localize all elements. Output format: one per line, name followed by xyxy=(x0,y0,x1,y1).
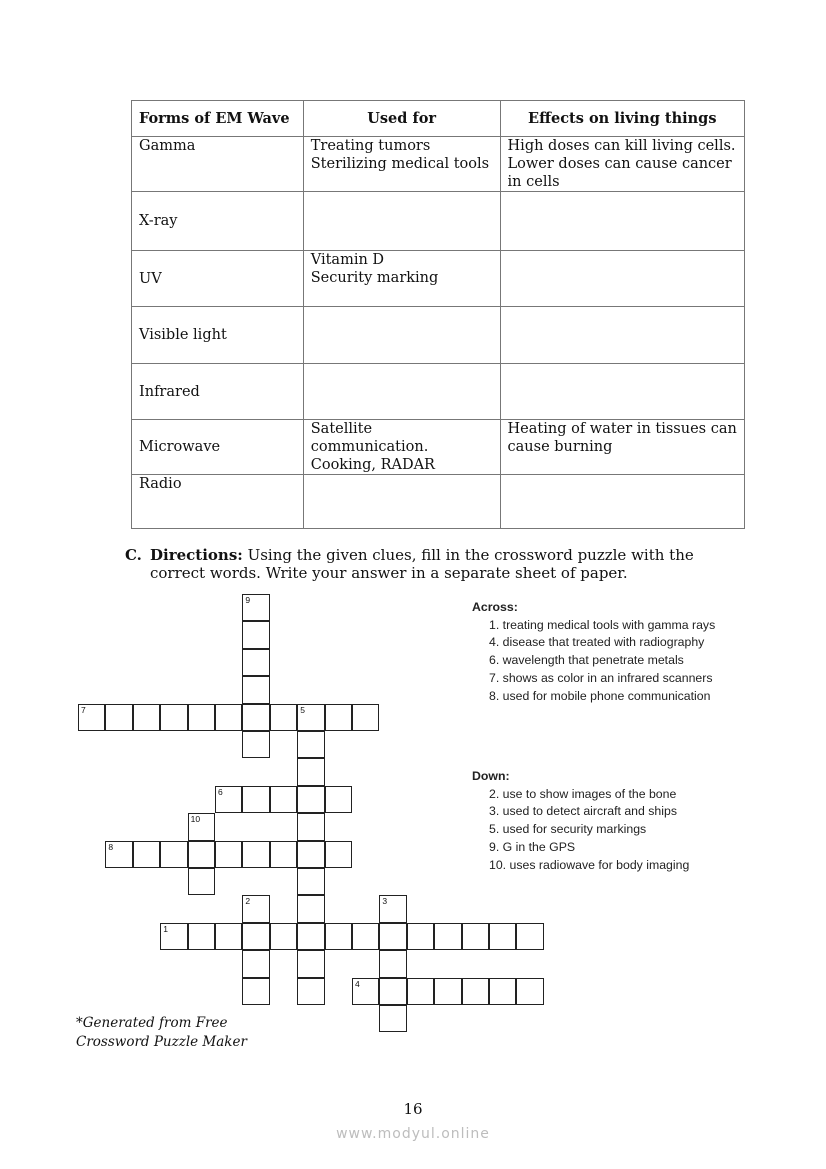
crossword-cell xyxy=(242,704,269,731)
across-title: Across: xyxy=(472,600,518,614)
header-effects: Effects on living things xyxy=(500,101,744,137)
cell-form: Radio xyxy=(132,475,304,529)
crossword-cell xyxy=(188,813,215,840)
crossword-cell xyxy=(242,978,269,1005)
crossword-cell xyxy=(133,841,160,868)
cell-form: Visible light xyxy=(132,307,304,364)
crossword-cell xyxy=(407,978,434,1005)
crossword-cell xyxy=(352,923,379,950)
crossword-cell xyxy=(352,704,379,731)
across-clues xyxy=(472,599,715,705)
crossword-cell xyxy=(297,758,324,785)
cell-form: Microwave xyxy=(132,420,304,475)
clue-down-2: 2. use to show images of the bone xyxy=(489,786,677,801)
crossword-cell xyxy=(242,895,269,922)
clue-down-5: 5. used for security markings xyxy=(489,822,647,837)
cell-used-for: Vitamin D Security marking xyxy=(303,251,500,307)
clue-down-10: 10. uses radiowave for body imaging xyxy=(489,857,690,872)
crossword-cell xyxy=(297,704,324,731)
crossword-cell xyxy=(78,704,105,731)
crossword-cell xyxy=(215,923,242,950)
crossword-clue-number: 3 xyxy=(382,896,388,907)
crossword-cell xyxy=(188,841,215,868)
cell-form: Gamma xyxy=(132,137,304,192)
crossword-clue-number: 8 xyxy=(108,841,114,852)
crossword-cell xyxy=(379,923,406,950)
crossword-cell xyxy=(325,786,352,813)
clue-across-1: 1. treating medical tools with gamma rays xyxy=(489,617,716,632)
crossword-clue-number: 5 xyxy=(300,704,305,715)
crossword-cell xyxy=(242,594,269,621)
crossword-clue-number: 6 xyxy=(218,786,223,797)
crossword-cell xyxy=(242,841,269,868)
crossword-cell xyxy=(270,841,297,868)
crossword-cell xyxy=(133,704,160,731)
crossword-cell xyxy=(379,978,406,1005)
crossword-cell xyxy=(379,1005,406,1032)
crossword-cell xyxy=(434,923,461,950)
crossword-cell xyxy=(242,731,269,758)
crossword-cell xyxy=(462,978,489,1005)
section-label: C. xyxy=(125,546,142,564)
crossword-cell xyxy=(242,676,269,703)
crossword-cell xyxy=(297,786,324,813)
watermark: www.modyul.online xyxy=(336,1126,490,1142)
header-used-for: Used for xyxy=(303,101,500,137)
crossword-cell xyxy=(297,731,324,758)
cell-form: UV xyxy=(132,251,304,307)
crossword-clue-number: 10 xyxy=(190,814,201,825)
crossword-clue-number: 4 xyxy=(355,978,360,989)
crossword-cell xyxy=(462,923,489,950)
crossword-cell xyxy=(160,704,187,731)
crossword-cell xyxy=(242,950,269,977)
crossword-cell xyxy=(489,923,516,950)
cell-form: X-ray xyxy=(132,192,304,251)
credit-line-2: Crossword Puzzle Maker xyxy=(76,1034,247,1050)
clue-down-3: 3. used to detect aircraft and ships xyxy=(489,804,677,819)
crossword-cell xyxy=(215,704,242,731)
crossword-cell xyxy=(489,978,516,1005)
credit-line-1: *Generated from Free xyxy=(76,1015,228,1031)
clue-down-9: 9. G in the GPS xyxy=(489,839,576,854)
crossword-cell xyxy=(188,868,215,895)
cell-form: Infrared xyxy=(132,364,304,420)
crossword-cell xyxy=(297,923,324,950)
cell-used-for: Satellite communication. Cooking, RADAR xyxy=(303,420,500,475)
crossword-cell xyxy=(297,950,324,977)
crossword-cell xyxy=(215,786,242,813)
crossword-cell xyxy=(325,923,352,950)
crossword-clue-number: 1 xyxy=(163,923,168,934)
cell-effects: Heating of water in tissues can cause burning xyxy=(500,420,744,475)
crossword-cell xyxy=(516,923,543,950)
clue-across-7: 7. shows as color in an infrared scanners xyxy=(489,670,713,685)
crossword-cell xyxy=(407,923,434,950)
crossword-cell xyxy=(242,649,269,676)
crossword-cell xyxy=(379,895,406,922)
crossword-cell xyxy=(434,978,461,1005)
down-title: Down: xyxy=(472,769,510,783)
crossword-cell xyxy=(188,704,215,731)
cell-effects: High doses can kill living cells. Lower doses can cause cancer in cells xyxy=(500,137,744,192)
down-clues xyxy=(472,768,689,874)
crossword-cell xyxy=(188,923,215,950)
crossword-cell xyxy=(270,786,297,813)
cell-used-for: Treating tumors Sterilizing medical tools xyxy=(303,137,500,192)
crossword-cell xyxy=(297,813,324,840)
crossword-cell xyxy=(352,978,379,1005)
crossword-cell xyxy=(325,841,352,868)
page-number: 16 xyxy=(403,1100,423,1118)
crossword-cell xyxy=(325,704,352,731)
crossword-clue-number: 2 xyxy=(245,896,251,907)
crossword-cell xyxy=(160,923,187,950)
crossword-cell xyxy=(242,621,269,648)
clue-across-8: 8. used for mobile phone communication xyxy=(489,688,711,703)
crossword-cell xyxy=(297,868,324,895)
header-forms: Forms of EM Wave xyxy=(132,101,304,137)
crossword-cell xyxy=(297,895,324,922)
crossword-cell xyxy=(297,978,324,1005)
directions-heading: Directions: xyxy=(150,546,243,564)
crossword-cell xyxy=(215,841,242,868)
directions-text-line2: correct words. Write your answer in a separate sheet of paper. xyxy=(150,564,628,582)
clue-across-6: 6. wavelength that penetrate metals xyxy=(489,653,684,668)
crossword-cell xyxy=(379,950,406,977)
crossword-cell xyxy=(297,841,324,868)
crossword-cell xyxy=(242,923,269,950)
crossword-clue-number: 9 xyxy=(245,595,251,605)
crossword-cell xyxy=(242,786,269,813)
crossword-cell xyxy=(105,841,132,868)
crossword-cell xyxy=(516,978,543,1005)
directions-text: Using the given clues, fill in the crossword puzzle with the xyxy=(242,546,694,564)
crossword-cell xyxy=(105,704,132,731)
credit-note xyxy=(76,1014,247,1052)
crossword-cell xyxy=(160,841,187,868)
crossword-cell xyxy=(270,704,297,731)
clue-across-4: 4. disease that treated with radiography xyxy=(489,635,705,650)
crossword-cell xyxy=(270,923,297,950)
crossword-clue-number: 7 xyxy=(81,704,86,715)
